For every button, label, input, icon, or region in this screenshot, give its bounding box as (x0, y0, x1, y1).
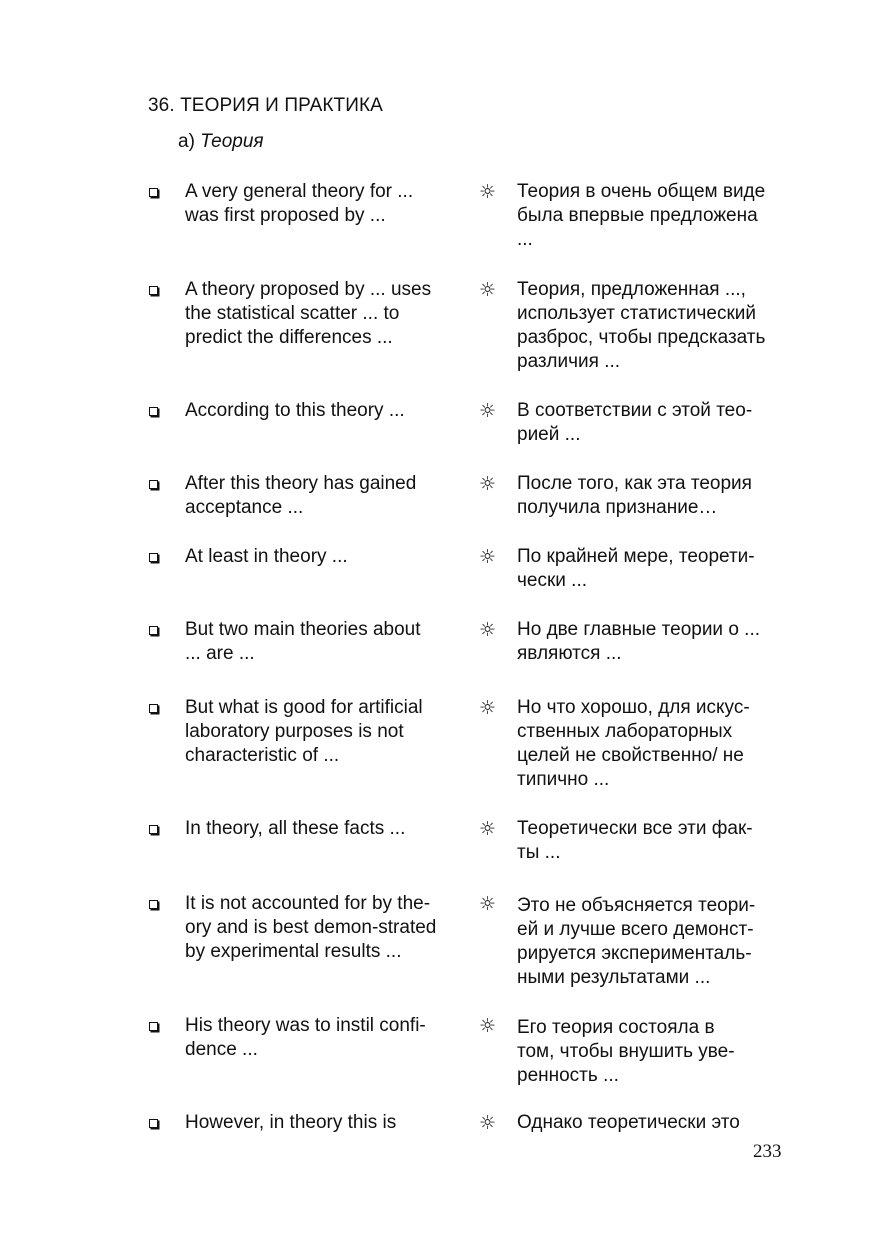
russian-translation (517, 817, 797, 865)
english-phrase-line: But two main theories about (185, 619, 421, 640)
english-phrase-line: However, in theory this is (185, 1112, 397, 1133)
russian-translation (517, 399, 797, 447)
russian-translation-line: Однако теоретически это (517, 1112, 740, 1133)
russian-translation (517, 180, 797, 252)
sun-icon: ☼ (479, 1015, 497, 1037)
english-phrase-line: predict the differences ... (185, 327, 393, 348)
checkbox-bullet-icon (149, 825, 158, 834)
russian-translation-line: получила признание… (517, 497, 718, 518)
russian-translation-line: целей не свойственно/ не (517, 745, 744, 766)
russian-translation (517, 545, 797, 593)
sun-icon: ☼ (479, 181, 497, 203)
russian-translation-line: ей и лучше всего демонст- (517, 919, 754, 940)
subsection-prefix: а) (178, 131, 201, 152)
page-number: 233 (753, 1141, 782, 1162)
checkbox-bullet-icon (149, 626, 158, 635)
checkbox-bullet-icon (149, 704, 158, 713)
english-phrase-line: characteristic of ... (185, 745, 340, 766)
english-phrase-line: acceptance ... (185, 497, 304, 518)
english-phrase-line: His theory was to instil confi- (185, 1015, 426, 1036)
russian-translation-line: ственных лабораторных (517, 721, 733, 742)
russian-translation-line: ными результатами ... (517, 967, 711, 988)
russian-translation-line: Его теория состояла в (517, 1017, 715, 1038)
sun-icon: ☼ (479, 1112, 497, 1134)
russian-translation-line: использует статистический (517, 303, 757, 324)
russian-translation-line: ренность ... (517, 1065, 619, 1086)
russian-translation-line: рируется эксперименталь- (517, 943, 752, 964)
sun-icon: ☼ (479, 818, 497, 840)
english-phrase-line: It is not accounted for by the- (185, 893, 431, 914)
russian-translation-line: рией ... (517, 424, 581, 445)
english-phrase (185, 892, 470, 964)
russian-translation-line: том, чтобы внушить уве- (517, 1041, 735, 1062)
russian-translation-line: Теория, предложенная ..., (517, 279, 746, 300)
subsection-title: Теория (200, 131, 264, 152)
sun-icon: ☼ (479, 619, 497, 641)
russian-translation-line: Теория в очень общем виде (517, 181, 766, 202)
english-phrase (185, 278, 470, 350)
checkbox-bullet-icon (149, 1119, 158, 1128)
russian-translation (517, 618, 797, 666)
sun-icon: ☼ (479, 279, 497, 301)
sun-icon: ☼ (479, 400, 497, 422)
russian-translation-line: разброс, чтобы предсказать (517, 327, 766, 348)
english-phrase (185, 1111, 470, 1135)
checkbox-bullet-icon (149, 286, 158, 295)
russian-translation (517, 472, 797, 520)
checkbox-bullet-icon (149, 407, 158, 416)
english-phrase (185, 399, 470, 423)
english-phrase-line: the statistical scatter ... to (185, 303, 400, 324)
russian-translation (517, 894, 797, 990)
english-phrase-line: According to this theory ... (185, 400, 405, 421)
english-phrase (185, 180, 470, 228)
checkbox-bullet-icon (149, 1022, 158, 1031)
english-phrase-line: In theory, all these facts ... (185, 818, 406, 839)
russian-translation (517, 1016, 797, 1088)
english-phrase-line: by experimental results ... (185, 941, 402, 962)
russian-translation-line: По крайней мере, теорети- (517, 546, 755, 567)
english-phrase-line: A theory proposed by ... uses (185, 279, 432, 300)
sun-icon: ☼ (479, 697, 497, 719)
english-phrase (185, 817, 470, 841)
russian-translation-line: чески ... (517, 570, 588, 591)
russian-translation (517, 1111, 797, 1135)
checkbox-bullet-icon (149, 553, 158, 562)
russian-translation-line: типично ... (517, 769, 610, 790)
section-heading: 36. ТЕОРИЯ И ПРАКТИКА (148, 95, 383, 116)
english-phrase-line: After this theory has gained (185, 473, 417, 494)
english-phrase-line: was first proposed by ... (185, 205, 386, 226)
russian-translation-line: Но что хорошо, для искус- (517, 697, 750, 718)
russian-translation-line: После того, как эта теория (517, 473, 752, 494)
russian-translation-line: являются ... (517, 643, 622, 664)
russian-translation (517, 278, 797, 374)
russian-translation-line: Теоретически все эти фак- (517, 818, 753, 839)
russian-translation-line: Это не объясняется теори- (517, 895, 756, 916)
english-phrase (185, 618, 470, 666)
russian-translation-line: В соответствии с этой тео- (517, 400, 753, 421)
russian-translation-line: была впервые предложена (517, 205, 758, 226)
english-phrase (185, 1014, 470, 1062)
russian-translation (517, 696, 797, 792)
english-phrase-line: A very general theory for ... (185, 181, 414, 202)
english-phrase-line: ... are ... (185, 643, 255, 664)
russian-translation-line: Но две главные теории о ... (517, 619, 761, 640)
english-phrase-line: But what is good for artificial (185, 697, 423, 718)
checkbox-bullet-icon (149, 480, 158, 489)
checkbox-bullet-icon (149, 188, 158, 197)
russian-translation-line: различия ... (517, 351, 621, 372)
sun-icon: ☼ (479, 473, 497, 495)
english-phrase (185, 472, 470, 520)
english-phrase (185, 545, 470, 569)
english-phrase-line: laboratory purposes is not (185, 721, 404, 742)
english-phrase-line: At least in theory ... (185, 546, 348, 567)
sun-icon: ☼ (479, 893, 497, 915)
russian-translation-line: ты ... (517, 842, 561, 863)
sun-icon: ☼ (479, 546, 497, 568)
english-phrase (185, 696, 470, 768)
english-phrase-line: ory and is best demon-strated (185, 917, 437, 938)
checkbox-bullet-icon (149, 900, 158, 909)
russian-translation-line: ... (517, 229, 533, 250)
english-phrase-line: dence ... (185, 1039, 258, 1060)
